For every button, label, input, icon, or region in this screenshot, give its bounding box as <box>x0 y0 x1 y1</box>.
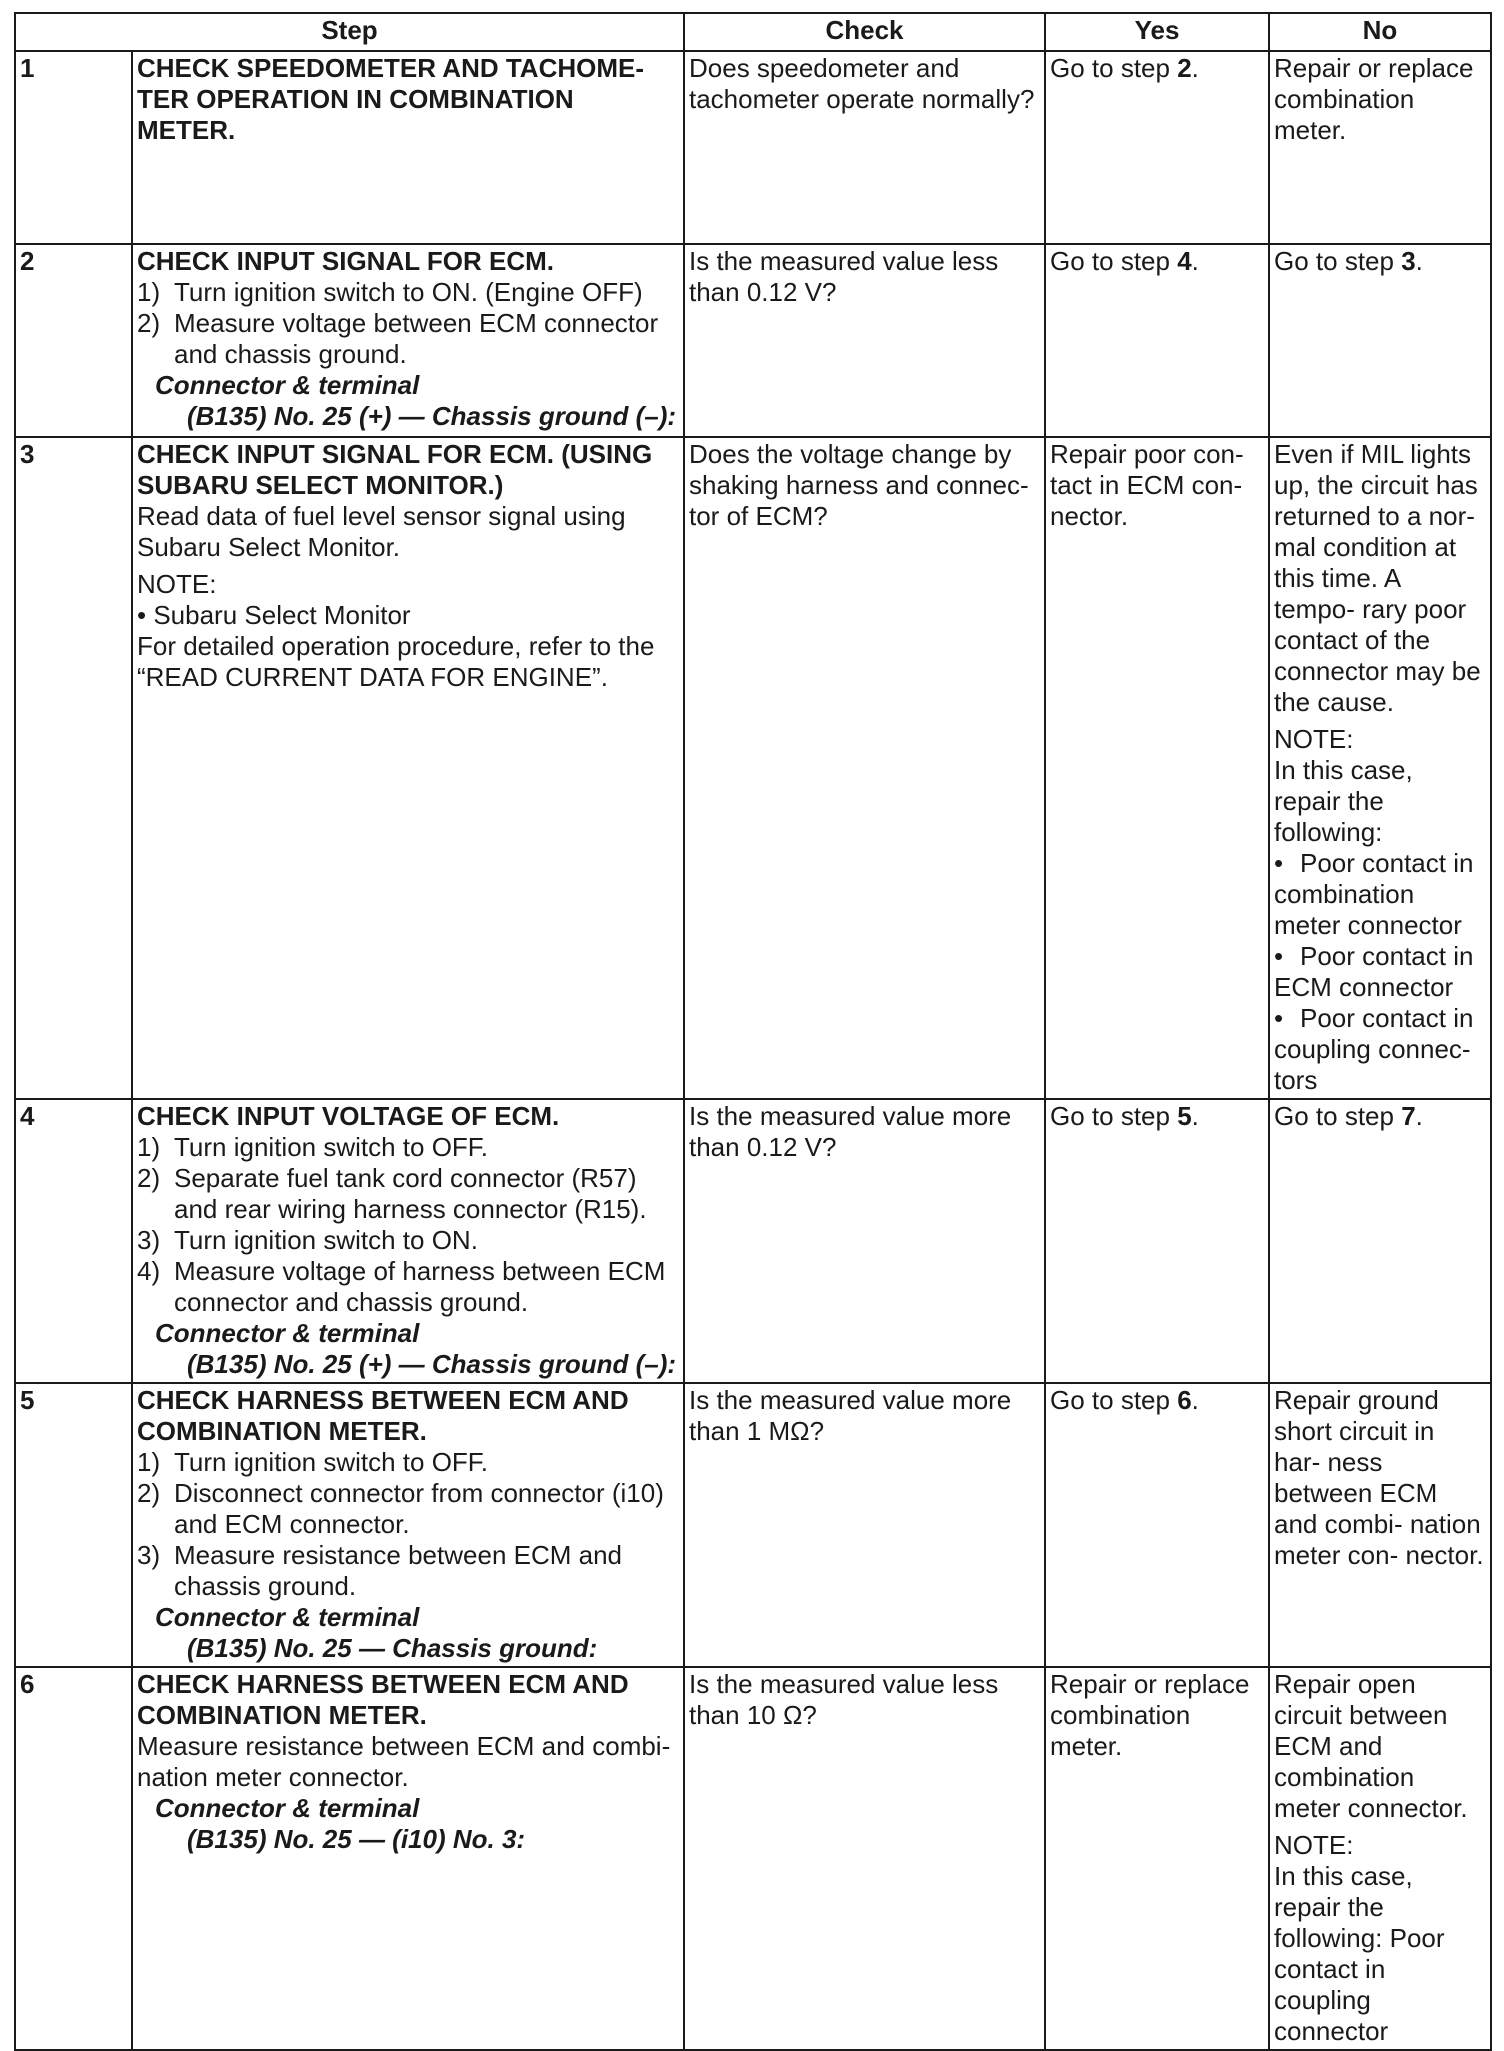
no-text: Even if MIL lights up, the circuit has returned to a nor- mal condition at this time. A tempo- rary poor contact of the connector may be the cause. <box>1274 439 1481 717</box>
item-number: 2) <box>137 308 161 338</box>
yes-text: Go to step <box>1050 1385 1178 1415</box>
yes-cell <box>1045 1099 1269 1383</box>
header-row <box>15 13 1491 51</box>
terminal-spec: (B135) No. 25 (+) — Chassis ground (–): <box>187 1349 677 1379</box>
step-cell <box>132 1099 684 1383</box>
item-number: 1) <box>137 277 161 307</box>
note-label: NOTE: <box>1274 724 1354 754</box>
procedure-item <box>137 1447 679 1478</box>
connector-label: Connector & terminal <box>155 370 420 400</box>
note-bullet: • Poor contact in combination meter connector <box>1274 848 1474 940</box>
item-number: 3) <box>137 1540 161 1570</box>
yes-cell <box>1045 1383 1269 1667</box>
terminal-spec: (B135) No. 25 (+) — Chassis ground (–): <box>187 401 677 431</box>
yes-step-ref: 4 <box>1177 246 1192 276</box>
step-cell <box>132 51 684 244</box>
step-number: 1 <box>15 51 132 244</box>
procedure-item <box>137 1478 679 1540</box>
yes-cell: Repair or replace combination meter. <box>1045 1667 1269 2050</box>
procedure-item <box>137 1225 679 1256</box>
header-yes: Yes <box>1045 13 1269 51</box>
bullet-text: Poor contact in combination meter connector <box>1274 848 1474 940</box>
table-row <box>15 1099 1491 1383</box>
procedure-item <box>137 1132 679 1163</box>
item-number: 3) <box>137 1225 161 1255</box>
item-text: Turn ignition switch to OFF. <box>174 1132 489 1162</box>
step-number: 4 <box>15 1099 132 1383</box>
item-text: Measure voltage of harness between ECM connector and chassis ground. <box>174 1256 666 1317</box>
item-text: Turn ignition switch to ON. <box>174 1225 478 1255</box>
step-cell <box>132 437 684 1099</box>
yes-suffix: . <box>1191 1101 1199 1131</box>
check-cell: Does the voltage change by shaking harness and connec- tor of ECM? <box>684 437 1045 1099</box>
bullet-text: Poor contact in ECM connector <box>1274 941 1474 1002</box>
note-text: In this case, repair the following: Poor contact in coupling connector <box>1274 1861 1445 2046</box>
header-check: Check <box>684 13 1045 51</box>
yes-cell <box>1045 244 1269 437</box>
item-text: Turn ignition switch to ON. (Engine OFF) <box>174 277 643 307</box>
no-cell <box>1269 1667 1491 2050</box>
no-cell <box>1269 244 1491 437</box>
check-cell: Does speedometer and tachometer operate normally? <box>684 51 1045 244</box>
check-cell: Is the measured value more than 1 MΩ? <box>684 1383 1045 1667</box>
no-cell: Repair or replace combination meter. <box>1269 51 1491 244</box>
connector-label: Connector & terminal <box>155 1318 420 1348</box>
terminal-spec: (B135) No. 25 — (i10) No. 3: <box>187 1824 526 1854</box>
step-title: CHECK HARNESS BETWEEN ECM AND COMBINATION METER. <box>137 1385 629 1446</box>
header-step: Step <box>15 13 684 51</box>
step-body: Measure resistance between ECM and combi- nation meter connector. <box>137 1731 671 1792</box>
item-number: 2) <box>137 1163 161 1193</box>
step-number: 6 <box>15 1667 132 2050</box>
note-bullet: • Poor contact in ECM connector <box>1274 941 1474 1002</box>
check-cell: Is the measured value more than 0.12 V? <box>684 1099 1045 1383</box>
step-number: 3 <box>15 437 132 1099</box>
item-text: Turn ignition switch to OFF. <box>174 1447 489 1477</box>
table-row <box>15 437 1491 1099</box>
no-text: Repair open circuit between ECM and combination meter connector. <box>1274 1669 1468 1823</box>
step-cell <box>132 1667 684 2050</box>
terminal-spec: (B135) No. 25 — Chassis ground: <box>187 1633 598 1663</box>
note-bullet: • Subaru Select Monitor <box>137 600 411 630</box>
yes-text: Go to step <box>1050 53 1178 83</box>
step-title: CHECK INPUT VOLTAGE OF ECM. <box>137 1101 560 1131</box>
table-row <box>15 244 1491 437</box>
note-text: In this case, repair the following: <box>1274 755 1413 847</box>
item-number: 1) <box>137 1447 161 1477</box>
no-cell: Repair ground short circuit in har- ness between ECM and combi- nation meter con- nector. <box>1269 1383 1491 1667</box>
yes-suffix: . <box>1191 246 1199 276</box>
yes-cell: Repair poor con- tact in ECM con- nector. <box>1045 437 1269 1099</box>
table-row <box>15 51 1491 244</box>
yes-step-ref: 6 <box>1177 1385 1192 1415</box>
item-text: Separate fuel tank cord connector (R57) and rear wiring harness connector (R15). <box>174 1163 647 1224</box>
item-text: Measure voltage between ECM connector and chassis ground. <box>174 308 659 369</box>
item-text: Measure resistance between ECM and chassis ground. <box>174 1540 623 1601</box>
header-no: No <box>1269 13 1491 51</box>
check-cell: Is the measured value less than 10 Ω? <box>684 1667 1045 2050</box>
yes-step-ref: 2 <box>1177 53 1192 83</box>
connector-label: Connector & terminal <box>155 1793 420 1823</box>
step-cell <box>132 1383 684 1667</box>
no-cell <box>1269 437 1491 1099</box>
note-label: NOTE: <box>137 569 217 599</box>
procedure-item <box>137 1540 679 1602</box>
item-number: 2) <box>137 1478 161 1508</box>
no-step-ref: 7 <box>1401 1101 1416 1131</box>
item-text: Disconnect connector from connector (i10) and ECM connector. <box>174 1478 664 1539</box>
step-body: Read data of fuel level sensor signal using Subaru Select Monitor. <box>137 501 626 562</box>
bullet-text: Poor contact in coupling connec- tors <box>1274 1003 1474 1095</box>
yes-text: Go to step <box>1050 246 1178 276</box>
yes-suffix: . <box>1191 1385 1199 1415</box>
step-title: CHECK SPEEDOMETER AND TACHOME- TER OPERATION IN COMBINATION METER. <box>137 53 645 145</box>
yes-suffix: . <box>1191 53 1199 83</box>
no-text: Go to step <box>1274 246 1402 276</box>
step-number: 2 <box>15 244 132 437</box>
item-number: 4) <box>137 1256 161 1286</box>
yes-step-ref: 5 <box>1177 1101 1192 1131</box>
procedure-item <box>137 277 679 308</box>
step-title: CHECK INPUT SIGNAL FOR ECM. (USING SUBARU SELECT MONITOR.) <box>137 439 653 500</box>
yes-cell <box>1045 51 1269 244</box>
item-number: 1) <box>137 1132 161 1162</box>
yes-text: Go to step <box>1050 1101 1178 1131</box>
note-text: For detailed operation procedure, refer to the “READ CURRENT DATA FOR ENGINE”. <box>137 631 655 692</box>
step-title: CHECK HARNESS BETWEEN ECM AND COMBINATION METER. <box>137 1669 629 1730</box>
note-label: NOTE: <box>1274 1830 1354 1860</box>
step-number: 5 <box>15 1383 132 1667</box>
no-suffix: . <box>1415 1101 1423 1131</box>
procedure-item <box>137 308 679 370</box>
procedure-item <box>137 1256 679 1318</box>
step-cell <box>132 244 684 437</box>
no-text: Go to step <box>1274 1101 1402 1131</box>
table-row <box>15 1383 1491 1667</box>
table-row <box>15 1667 1491 2050</box>
check-cell: Is the measured value less than 0.12 V? <box>684 244 1045 437</box>
connector-label: Connector & terminal <box>155 1602 420 1632</box>
note-bullet: • Poor contact in coupling connec- tors <box>1274 1003 1474 1095</box>
step-title: CHECK INPUT SIGNAL FOR ECM. <box>137 246 554 276</box>
no-cell <box>1269 1099 1491 1383</box>
no-step-ref: 3 <box>1401 246 1416 276</box>
procedure-item <box>137 1163 679 1225</box>
diagnostic-table <box>14 12 1492 2051</box>
no-suffix: . <box>1415 246 1423 276</box>
